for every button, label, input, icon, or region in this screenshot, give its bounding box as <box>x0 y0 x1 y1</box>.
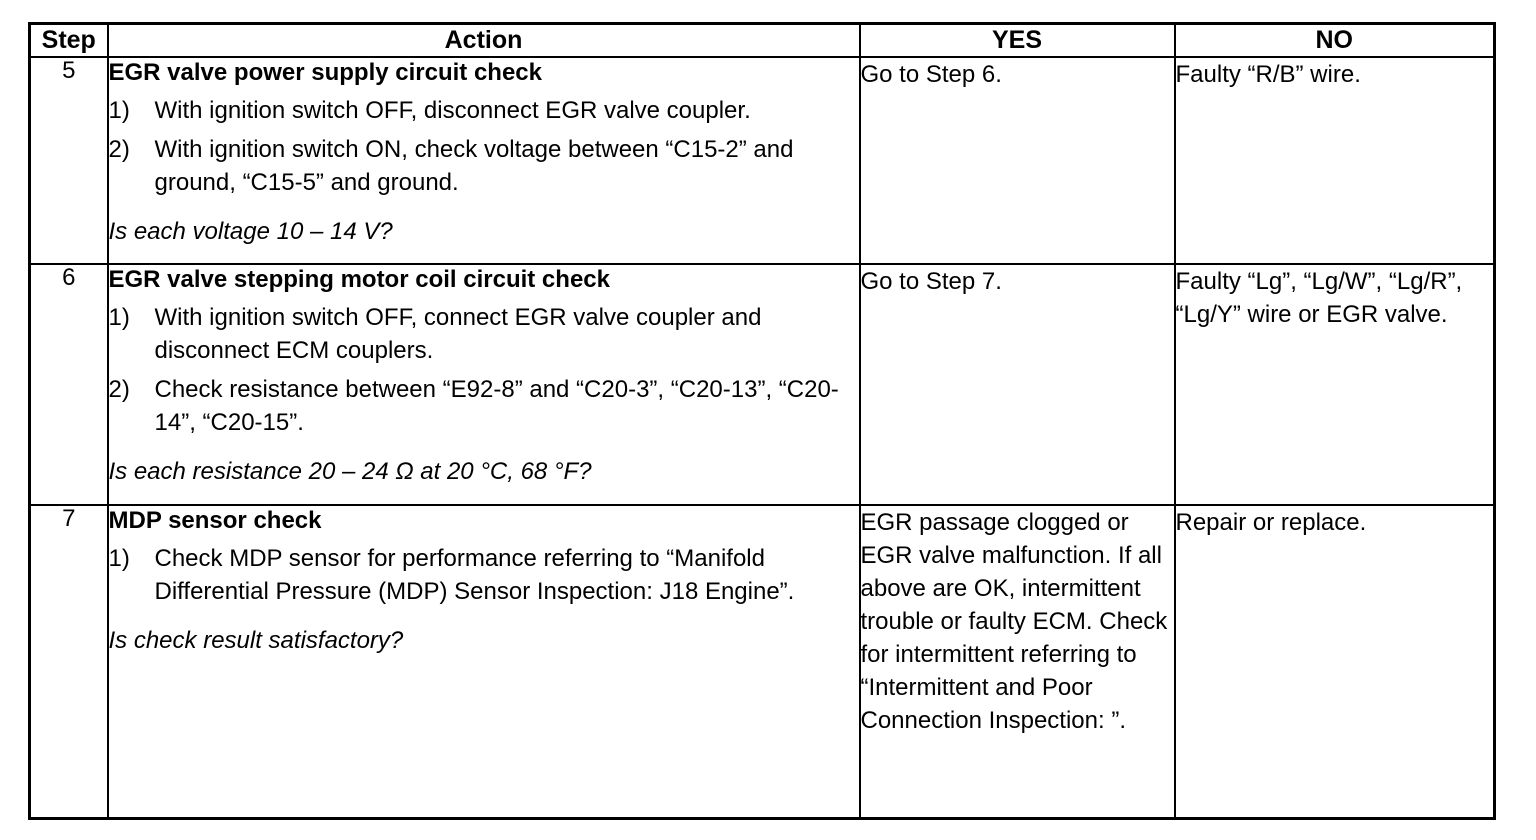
step-number: 7 <box>30 505 108 818</box>
action-title: MDP sensor check <box>108 507 322 534</box>
no-text: Faulty “Lg”, “Lg/W”, “Lg/R”, “Lg/Y” wire or EGR valve. <box>1175 268 1463 328</box>
action-cell <box>108 505 860 818</box>
item-number: 2) <box>108 376 130 403</box>
item-text: With ignition switch OFF, connect EGR valve coupler and disconnect ECM couplers. <box>154 304 762 364</box>
table-row <box>30 264 1495 505</box>
action-title: EGR valve stepping motor coil circuit check <box>108 266 610 293</box>
header-yes: YES <box>860 24 1175 58</box>
item-text: Check MDP sensor for performance referring to “Manifold Differential Pressure (MDP) Sensor Inspection: J18 Engine”. <box>154 545 795 605</box>
action-question: Is each resistance 20 – 24 Ω at 20 °C, 68 °F? <box>108 458 592 485</box>
yes-cell <box>860 264 1175 505</box>
yes-cell <box>860 57 1175 264</box>
yes-text: EGR passage clogged or EGR valve malfunction. If all above are OK, intermittent trouble or faulty ECM. Check for intermittent referring to “Intermittent and Poor Connection Inspection: ”. <box>860 509 1168 734</box>
item-text: Check resistance between “E92-8” and “C20-3”, “C20-13”, “C20-14”, “C20-15”. <box>154 376 839 436</box>
action-question: Is each voltage 10 – 14 V? <box>108 218 393 245</box>
item-text: With ignition switch OFF, disconnect EGR valve coupler. <box>154 97 751 124</box>
step-number: 6 <box>30 264 108 505</box>
item-number: 1) <box>108 545 130 572</box>
action-item <box>109 301 859 367</box>
item-number: 2) <box>108 136 130 163</box>
header-no: NO <box>1175 24 1495 58</box>
action-cell <box>108 57 860 264</box>
item-number: 1) <box>108 304 130 331</box>
no-cell <box>1175 57 1495 264</box>
action-item <box>109 94 859 127</box>
action-question: Is check result satisfactory? <box>108 627 404 654</box>
action-cell <box>108 264 860 505</box>
no-text: Repair or replace. <box>1175 509 1367 536</box>
action-item <box>109 133 859 199</box>
action-title: EGR valve power supply circuit check <box>108 59 542 86</box>
header-step: Step <box>30 24 108 58</box>
action-item <box>109 373 859 439</box>
table-header-row <box>30 24 1495 58</box>
action-item <box>109 542 859 608</box>
diagnostic-table <box>28 22 1496 820</box>
yes-cell <box>860 505 1175 818</box>
yes-text: Go to Step 6. <box>860 61 1002 88</box>
table-row <box>30 505 1495 818</box>
item-number: 1) <box>108 97 130 124</box>
header-action: Action <box>108 24 860 58</box>
table-row <box>30 57 1495 264</box>
no-cell <box>1175 505 1495 818</box>
no-cell <box>1175 264 1495 505</box>
yes-text: Go to Step 7. <box>860 268 1002 295</box>
item-text: With ignition switch ON, check voltage between “C15-2” and ground, “C15-5” and ground. <box>154 136 794 196</box>
no-text: Faulty “R/B” wire. <box>1175 61 1361 88</box>
step-number: 5 <box>30 57 108 264</box>
